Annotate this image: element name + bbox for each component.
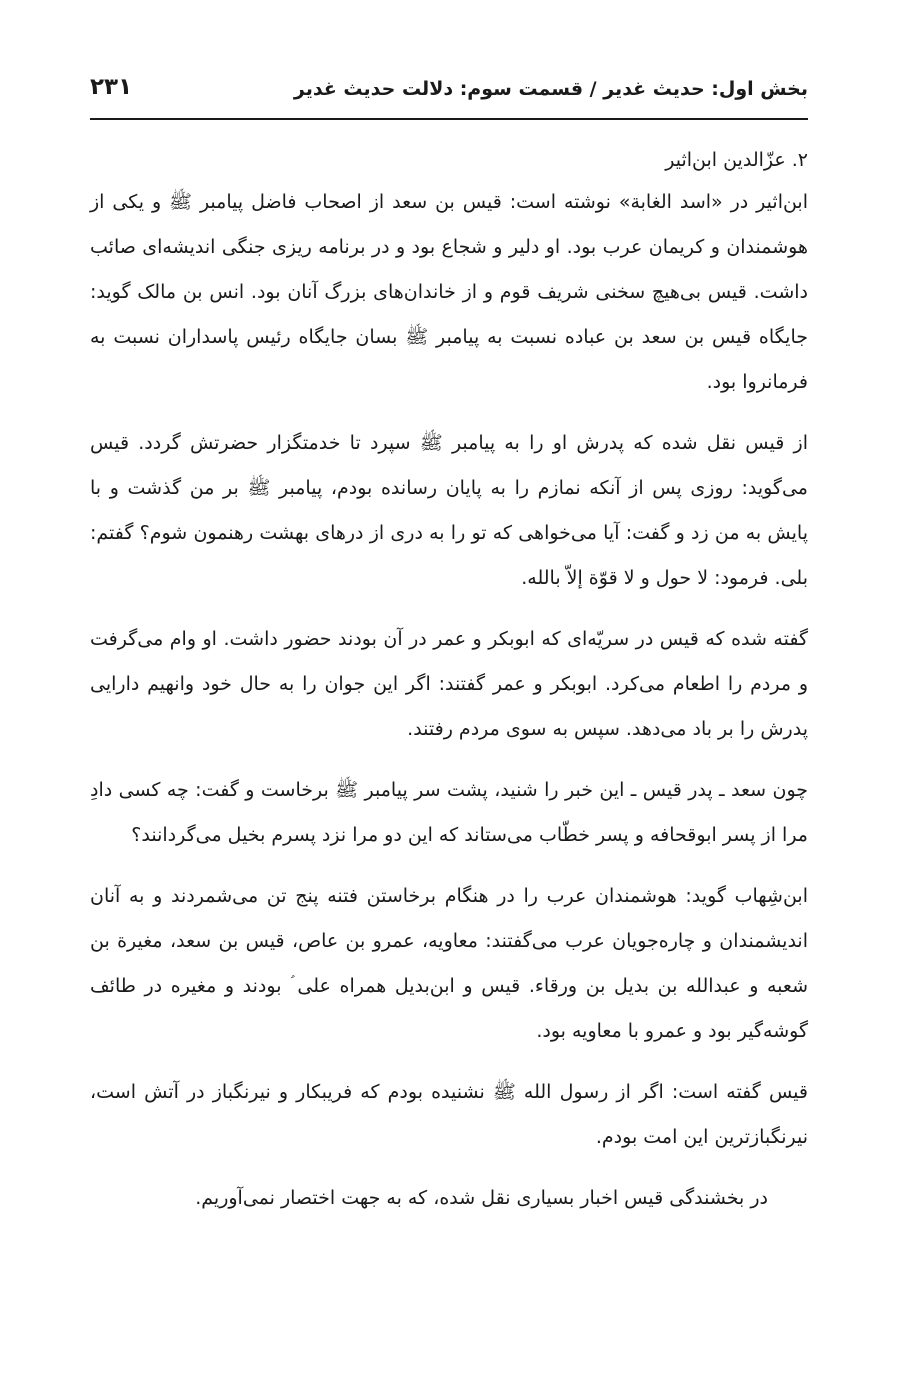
- paragraph-qays-servant: از قیس نقل شده که پدرش او را به پیامبر ﷺ سپرد تا خدمتگزار حضرتش گردد. قیس می‌گوید: روزی پس از آنکه نمازم را به پایان رسانده بودم، پیامبر ﷺ بر من گذشت و با پایش به من زد و گفت: آیا می‌خواهی که تو را به دری از درهای بهشت رهنمون شوم؟ گفتم: بلی. فرمود: لا حول و لا قوّة إلاّ بالله.: [90, 432, 808, 589]
- header-divider: [90, 118, 808, 120]
- paragraph-qays-quote: قیس گفته است: اگر از رسول الله ﷺ نشنیده بودم که فریبکار و نیرنگباز در آتش است، نیرنگبازترین این امت بودم.: [90, 1081, 808, 1148]
- document-page: [90, 0, 808, 1390]
- running-header: [90, 68, 808, 112]
- page-number: ۲۳۱: [90, 74, 133, 100]
- section-heading: ۲. عزّالدین ابن‌اثیر: [665, 149, 808, 171]
- paragraph-ibn-athir: ابن‌اثیر در «اسد الغابة» نوشته است: قیس بن سعد از اصحاب فاضل پیامبر ﷺ و یکی از هوشمندان و کریمان عرب بود. او دلیر و شجاع بود و در برنامه ریزی جنگی اندیشه‌ای صائب داشت. قیس بی‌هیچ سخنی شریف قوم و از خاندان‌های بزرگ آنان بود. انس بن مالک گوید: جایگاه قیس بن سعد بن عباده نسبت به پیامبر ﷺ بسان جایگاه رئیس پاسداران نسبت به فرمانروا بود.: [90, 191, 808, 393]
- paragraph-ibn-shihab: ابن‌شِهاب گوید: هوشمندان عرب را در هنگام برخاستن فتنه پنج تن می‌شمردند و به آنان اندیشمندان و چاره‌جویان عرب می‌گفتند: معاویه، عمرو بن عاص، قیس بن سعد، مغیرة بن شعبه و عبدالله بن بدیل بن ورقاء. قیس و ابن‌بدیل همراه علی ؑ بودند و مغیره در طائف گوشه‌گیر بود و عمرو با معاویه بود.: [90, 885, 808, 1042]
- running-header-title: بخش اول: حدیث غدیر / قسمت سوم: دلالت حدیث غدیر: [293, 78, 808, 100]
- paragraph-generosity: در بخشندگی قیس اخبار بسیاری نقل شده، که به جهت اختصار نمی‌آوریم.: [195, 1187, 768, 1209]
- page-content: [90, 140, 808, 1237]
- paragraph-saad-reaction: چون سعد ـ پدر قیس ـ این خبر را شنید، پشت سر پیامبر ﷺ برخاست و گفت: چه کسی دادِ مرا از پسر ابوقحافه و پسر خطّاب می‌ستاند که این دو مرا نزد پسرم بخیل می‌گردانند؟: [90, 779, 808, 846]
- paragraph-sariyya: گفته شده که قیس در سریّه‌ای که ابوبکر و عمر در آن بودند حضور داشت. او وام می‌گرفت و مردم را اطعام می‌کرد. ابوبکر و عمر گفتند: اگر این جوان را به حال خود وانهیم دارایی پدرش را بر باد می‌دهد. سپس به سوی مردم رفتند.: [90, 628, 808, 740]
